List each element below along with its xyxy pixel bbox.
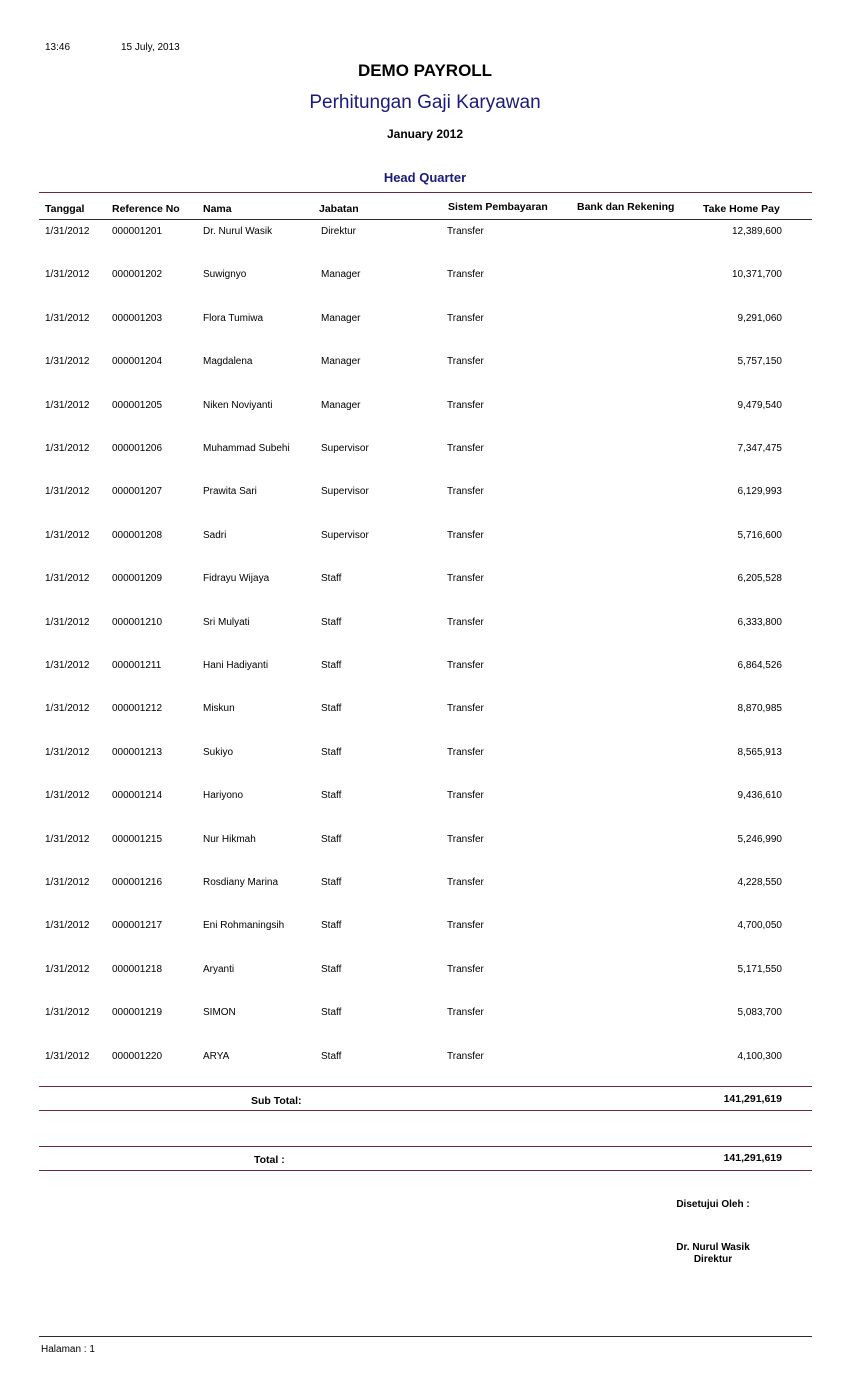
row-reference-no: 000001220 bbox=[112, 1051, 163, 1062]
row-date: 1/31/2012 bbox=[45, 747, 90, 758]
row-date: 1/31/2012 bbox=[45, 660, 90, 671]
row-reference-no: 000001208 bbox=[112, 530, 163, 541]
row-payment-system: Transfer bbox=[447, 660, 484, 671]
column-header-take-home-pay: Take Home Pay bbox=[703, 203, 780, 215]
footer-rule bbox=[39, 1336, 812, 1337]
row-position: Staff bbox=[321, 790, 342, 801]
row-position: Supervisor bbox=[321, 486, 369, 497]
row-take-home-pay: 6,864,526 bbox=[737, 660, 782, 671]
row-take-home-pay: 9,479,540 bbox=[737, 400, 782, 411]
row-date: 1/31/2012 bbox=[45, 920, 90, 931]
row-name: Rosdiany Marina bbox=[203, 877, 279, 888]
row-take-home-pay: 6,129,993 bbox=[737, 486, 782, 497]
row-reference-no: 000001203 bbox=[112, 313, 163, 324]
header-top-rule bbox=[39, 192, 812, 193]
row-payment-system: Transfer bbox=[447, 790, 484, 801]
row-date: 1/31/2012 bbox=[45, 313, 90, 324]
row-reference-no: 000001206 bbox=[112, 443, 163, 454]
row-position: Staff bbox=[321, 573, 342, 584]
row-reference-no: 000001202 bbox=[112, 269, 163, 280]
row-reference-no: 000001213 bbox=[112, 747, 163, 758]
row-name: Hariyono bbox=[203, 790, 244, 801]
row-position: Staff bbox=[321, 747, 342, 758]
row-reference-no: 000001204 bbox=[112, 356, 163, 367]
row-position: Staff bbox=[321, 703, 342, 714]
row-reference-no: 000001212 bbox=[112, 703, 163, 714]
row-reference-no: 000001211 bbox=[112, 660, 162, 671]
total-top-rule bbox=[39, 1146, 812, 1147]
row-date: 1/31/2012 bbox=[45, 1051, 90, 1062]
row-date: 1/31/2012 bbox=[45, 1007, 90, 1018]
row-payment-system: Transfer bbox=[447, 400, 484, 411]
total-label: Total : bbox=[254, 1154, 285, 1166]
row-payment-system: Transfer bbox=[447, 1007, 484, 1018]
total-value: 141,291,619 bbox=[723, 1152, 782, 1164]
print-date: 15 July, 2013 bbox=[121, 42, 180, 53]
row-take-home-pay: 4,700,050 bbox=[737, 920, 782, 931]
row-name: Magdalena bbox=[203, 356, 253, 367]
row-take-home-pay: 4,228,550 bbox=[737, 877, 782, 888]
row-name: Miskun bbox=[203, 703, 235, 714]
row-name: Suwignyo bbox=[203, 269, 247, 280]
row-reference-no: 000001210 bbox=[112, 617, 163, 628]
subtotal-top-rule bbox=[39, 1086, 812, 1087]
row-reference-no: 000001201 bbox=[112, 226, 163, 237]
print-time: 13:46 bbox=[45, 42, 71, 53]
row-date: 1/31/2012 bbox=[45, 617, 90, 628]
row-name: Sukiyo bbox=[203, 747, 234, 758]
total-bottom-rule bbox=[39, 1170, 812, 1171]
row-position: Manager bbox=[321, 400, 361, 411]
subtotal-label: Sub Total: bbox=[251, 1095, 302, 1107]
row-name: Eni Rohmaningsih bbox=[203, 920, 285, 931]
row-date: 1/31/2012 bbox=[45, 269, 90, 280]
row-name: Flora Tumiwa bbox=[203, 313, 264, 324]
row-payment-system: Transfer bbox=[447, 1051, 484, 1062]
row-take-home-pay: 5,171,550 bbox=[737, 964, 782, 975]
row-payment-system: Transfer bbox=[447, 269, 484, 280]
row-position: Manager bbox=[321, 269, 361, 280]
column-header-nama: Nama bbox=[203, 203, 232, 215]
row-position: Supervisor bbox=[321, 443, 369, 454]
row-payment-system: Transfer bbox=[447, 747, 484, 758]
row-take-home-pay: 6,333,800 bbox=[737, 617, 782, 628]
row-position: Staff bbox=[321, 1051, 342, 1062]
row-payment-system: Transfer bbox=[447, 356, 484, 367]
row-take-home-pay: 5,716,600 bbox=[737, 530, 782, 541]
row-name: Dr. Nurul Wasik bbox=[203, 226, 273, 237]
row-date: 1/31/2012 bbox=[45, 400, 90, 411]
row-payment-system: Transfer bbox=[447, 617, 484, 628]
approval-label: Disetujui Oleh : bbox=[676, 1199, 750, 1210]
row-reference-no: 000001207 bbox=[112, 486, 163, 497]
page-number: Halaman : 1 bbox=[41, 1344, 95, 1355]
row-date: 1/31/2012 bbox=[45, 226, 90, 237]
row-name: ARYA bbox=[203, 1051, 230, 1062]
row-payment-system: Transfer bbox=[447, 313, 484, 324]
row-reference-no: 000001215 bbox=[112, 834, 163, 845]
row-name: Fidrayu Wijaya bbox=[203, 573, 270, 584]
row-position: Manager bbox=[321, 313, 361, 324]
row-reference-no: 000001205 bbox=[112, 400, 163, 411]
row-name: Sadri bbox=[203, 530, 227, 541]
row-date: 1/31/2012 bbox=[45, 486, 90, 497]
report-period: January 2012 bbox=[386, 127, 464, 141]
row-date: 1/31/2012 bbox=[45, 443, 90, 454]
row-date: 1/31/2012 bbox=[45, 703, 90, 714]
column-header-bank-rekening: Bank dan Rekening bbox=[577, 201, 675, 213]
row-name: Niken Noviyanti bbox=[203, 400, 273, 411]
column-header-reference-no: Reference No bbox=[112, 203, 180, 215]
subtotal-bottom-rule bbox=[39, 1110, 812, 1111]
row-take-home-pay: 8,565,913 bbox=[737, 747, 782, 758]
row-date: 1/31/2012 bbox=[45, 834, 90, 845]
row-reference-no: 000001218 bbox=[112, 964, 163, 975]
row-position: Staff bbox=[321, 920, 342, 931]
row-name: Sri Mulyati bbox=[203, 617, 250, 628]
row-position: Staff bbox=[321, 1007, 342, 1018]
branch-name: Head Quarter bbox=[383, 170, 467, 185]
row-take-home-pay: 10,371,700 bbox=[731, 269, 782, 280]
row-payment-system: Transfer bbox=[447, 530, 484, 541]
row-position: Staff bbox=[321, 877, 342, 888]
row-name: SIMON bbox=[203, 1007, 236, 1018]
row-position: Staff bbox=[321, 617, 342, 628]
row-position: Staff bbox=[321, 834, 342, 845]
subtotal-value: 141,291,619 bbox=[723, 1093, 782, 1105]
row-position: Staff bbox=[321, 660, 342, 671]
header-bottom-rule bbox=[39, 219, 812, 220]
row-reference-no: 000001209 bbox=[112, 573, 163, 584]
row-take-home-pay: 5,246,990 bbox=[737, 834, 782, 845]
row-reference-no: 000001214 bbox=[112, 790, 163, 801]
column-header-sistem-pembayaran: Sistem Pembayaran bbox=[448, 201, 548, 213]
row-date: 1/31/2012 bbox=[45, 356, 90, 367]
row-reference-no: 000001219 bbox=[112, 1007, 163, 1018]
row-take-home-pay: 5,083,700 bbox=[737, 1007, 782, 1018]
row-payment-system: Transfer bbox=[447, 877, 484, 888]
row-position: Manager bbox=[321, 356, 361, 367]
row-name: Aryanti bbox=[203, 964, 235, 975]
row-name: Muhammad Subehi bbox=[203, 443, 290, 454]
row-reference-no: 000001217 bbox=[112, 920, 163, 931]
row-payment-system: Transfer bbox=[447, 834, 484, 845]
company-name: DEMO PAYROLL bbox=[357, 61, 493, 80]
approver-name: Dr. Nurul Wasik bbox=[676, 1242, 750, 1253]
row-take-home-pay: 9,291,060 bbox=[737, 313, 782, 324]
row-date: 1/31/2012 bbox=[45, 530, 90, 541]
row-position: Staff bbox=[321, 964, 342, 975]
row-payment-system: Transfer bbox=[447, 486, 484, 497]
row-position: Supervisor bbox=[321, 530, 369, 541]
row-date: 1/31/2012 bbox=[45, 573, 90, 584]
row-take-home-pay: 5,757,150 bbox=[737, 356, 782, 367]
approver-position: Direktur bbox=[693, 1254, 733, 1265]
row-take-home-pay: 7,347,475 bbox=[737, 443, 782, 454]
row-date: 1/31/2012 bbox=[45, 877, 90, 888]
row-payment-system: Transfer bbox=[447, 226, 484, 237]
row-date: 1/31/2012 bbox=[45, 790, 90, 801]
row-take-home-pay: 4,100,300 bbox=[737, 1051, 782, 1062]
row-payment-system: Transfer bbox=[447, 920, 484, 931]
row-position: Direktur bbox=[321, 226, 357, 237]
column-header-tanggal: Tanggal bbox=[45, 203, 85, 215]
row-reference-no: 000001216 bbox=[112, 877, 163, 888]
row-name: Prawita Sari bbox=[203, 486, 257, 497]
row-take-home-pay: 6,205,528 bbox=[737, 573, 782, 584]
row-payment-system: Transfer bbox=[447, 573, 484, 584]
row-name: Hani Hadiyanti bbox=[203, 660, 269, 671]
row-date: 1/31/2012 bbox=[45, 964, 90, 975]
row-take-home-pay: 9,436,610 bbox=[737, 790, 782, 801]
row-take-home-pay: 8,870,985 bbox=[737, 703, 782, 714]
report-title: Perhitungan Gaji Karyawan bbox=[309, 92, 541, 113]
row-name: Nur Hikmah bbox=[203, 834, 256, 845]
column-header-jabatan: Jabatan bbox=[319, 203, 359, 215]
row-payment-system: Transfer bbox=[447, 964, 484, 975]
row-payment-system: Transfer bbox=[447, 703, 484, 714]
row-payment-system: Transfer bbox=[447, 443, 484, 454]
row-take-home-pay: 12,389,600 bbox=[731, 226, 782, 237]
